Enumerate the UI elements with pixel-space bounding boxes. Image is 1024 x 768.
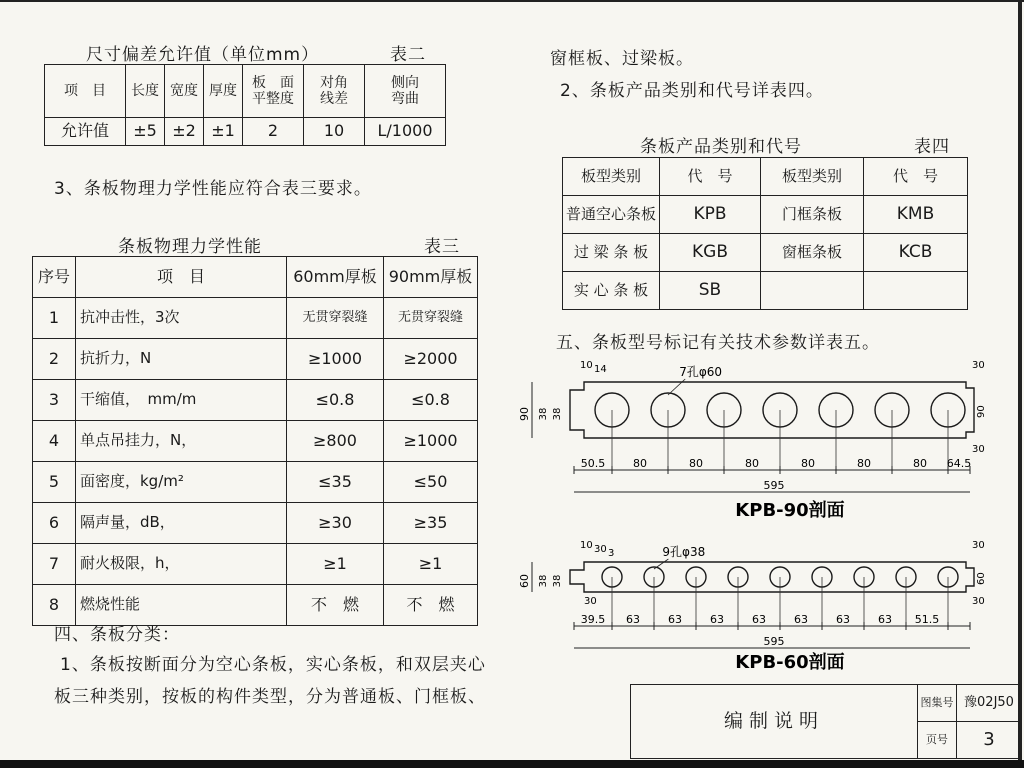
table-row xyxy=(33,544,478,585)
side-dim-label: 38 xyxy=(552,407,563,421)
table4-cell: KPB xyxy=(660,196,761,234)
table4-header: 板型类别 xyxy=(761,158,864,196)
side-dim-label: 90 xyxy=(976,405,987,418)
physical-properties-table xyxy=(32,256,478,626)
leader-line xyxy=(654,559,668,569)
side-dim-label: 60 xyxy=(976,572,987,585)
table3-cell: ≥800 xyxy=(287,421,384,462)
table4-cell xyxy=(761,272,864,310)
atlas-label: 图集号 xyxy=(918,685,957,722)
table4-cell: 实 心 条 板 xyxy=(563,272,660,310)
spacing-label: 63 xyxy=(878,613,892,626)
table2-cell: ±2 xyxy=(165,118,204,146)
table4-cell: 过 梁 条 板 xyxy=(563,234,660,272)
table2-header: 侧向 弯曲 xyxy=(365,65,446,118)
table4-header: 代 号 xyxy=(864,158,968,196)
table3-cell: 单点吊挂力，N， xyxy=(76,421,287,462)
overall-dimension: 595 xyxy=(763,635,785,648)
table3-cell: 5 xyxy=(33,462,76,503)
table3-cell: ≤35 xyxy=(287,462,384,503)
table2-title: 尺寸偏差允许值（单位mm） xyxy=(86,45,320,65)
panel-outline xyxy=(570,562,974,592)
spacing-label: 63 xyxy=(710,613,724,626)
table4-cell: 窗框条板 xyxy=(761,234,864,272)
table4-cell: KMB xyxy=(864,196,968,234)
table3-cell: 6 xyxy=(33,503,76,544)
table3-cell: 无贯穿裂缝 xyxy=(384,298,478,339)
atlas-number: 豫02J50 xyxy=(957,685,1022,722)
table3-cell: ≤50 xyxy=(384,462,478,503)
table-row xyxy=(563,196,968,234)
table2-tag: 表二 xyxy=(390,45,426,65)
table-row xyxy=(33,462,478,503)
table3-cell: 燃烧性能 xyxy=(76,585,287,626)
section4-line4: 2、条板产品类别和代号详表四。 xyxy=(560,81,824,101)
edge-dim-label: 30 xyxy=(972,444,985,455)
table-row xyxy=(33,503,478,544)
spacing-label: 80 xyxy=(633,457,647,470)
thickness-label: 90 xyxy=(518,407,531,421)
edge-dim-label: 14 xyxy=(594,364,607,375)
table3-cell: 无贯穿裂缝 xyxy=(287,298,384,339)
page-label: 页号 xyxy=(918,722,957,759)
table4-title: 条板产品类别和代号 xyxy=(640,137,802,157)
table2-header: 宽度 xyxy=(165,65,204,118)
table-row xyxy=(33,421,478,462)
spacing-label: 80 xyxy=(745,457,759,470)
table-row xyxy=(33,298,478,339)
table3-cell: ≥30 xyxy=(287,503,384,544)
kpb60-section xyxy=(518,540,987,673)
section4-line1: 1、条板按断面分为空心条板，实心条板，和双层夹心 xyxy=(60,655,486,675)
table2-cell: ±5 xyxy=(126,118,165,146)
table-row xyxy=(563,272,968,310)
table3-cell: ≥1 xyxy=(287,544,384,585)
table3-cell: 1 xyxy=(33,298,76,339)
table-row xyxy=(563,234,968,272)
spacing-label: 39.5 xyxy=(580,613,606,626)
table3-cell: 2 xyxy=(33,339,76,380)
spacing-label: 80 xyxy=(857,457,871,470)
spacing-label: 80 xyxy=(689,457,703,470)
table3-title: 条板物理力学性能 xyxy=(118,237,262,257)
side-dim-label: 38 xyxy=(538,574,549,588)
table3-cell: 不 燃 xyxy=(384,585,478,626)
table3-cell: ≤0.8 xyxy=(384,380,478,421)
page-border-right xyxy=(1018,0,1022,760)
title-block xyxy=(630,684,1022,759)
page-number: 3 xyxy=(957,722,1022,759)
table3-cell: 8 xyxy=(33,585,76,626)
table2-cell: L/1000 xyxy=(365,118,446,146)
table3-cell: ≥1000 xyxy=(287,339,384,380)
spacing-label: 80 xyxy=(913,457,927,470)
table3-cell: ≥2000 xyxy=(384,339,478,380)
table4-cell: 门框条板 xyxy=(761,196,864,234)
spacing-label: 63 xyxy=(794,613,808,626)
section-caption: KPB-60剖面 xyxy=(735,652,845,673)
spacing-label: 63 xyxy=(752,613,766,626)
table2-header: 板 面 平整度 xyxy=(243,65,304,118)
edge-dim-label: 30 xyxy=(972,360,985,371)
table2-header: 项 目 xyxy=(45,65,126,118)
section4-line3: 窗框板、过梁板。 xyxy=(550,49,694,69)
cross-section-drawings xyxy=(520,346,1016,676)
table4-tag: 表四 xyxy=(914,137,950,157)
spacing-label: 51.5 xyxy=(914,613,940,626)
table3-header: 60mm厚板 xyxy=(287,257,384,298)
table3-cell: 抗冲击性，3次 xyxy=(76,298,287,339)
edge-dim-label: 30 xyxy=(972,596,985,607)
side-dim-label: 38 xyxy=(552,574,563,588)
spacing-label: 50.5 xyxy=(580,457,606,470)
overall-dimension: 595 xyxy=(763,479,785,492)
edge-dim-label: 10 xyxy=(580,360,593,371)
table3-cell: 7 xyxy=(33,544,76,585)
table3-cell: ≥1000 xyxy=(384,421,478,462)
table3-header: 项 目 xyxy=(76,257,287,298)
table2-cell: 允许值 xyxy=(45,118,126,146)
panel-outline xyxy=(570,382,974,438)
table3-cell: 耐火极限，h， xyxy=(76,544,287,585)
table3-cell: ≥35 xyxy=(384,503,478,544)
table4-header: 代 号 xyxy=(660,158,761,196)
tolerance-table xyxy=(44,64,446,146)
edge-dim-label: 10 xyxy=(580,540,593,551)
table3-cell: 面密度，kg/m² xyxy=(76,462,287,503)
table3-cell: 抗折力，N xyxy=(76,339,287,380)
drawing-name: 编制说明 xyxy=(631,685,918,759)
table4-cell: KCB xyxy=(864,234,968,272)
table3-cell: 3 xyxy=(33,380,76,421)
table2-header: 厚度 xyxy=(204,65,243,118)
section5-text: 五、条板型号标记有关技术参数详表五。 xyxy=(556,333,880,353)
table2-cell: 10 xyxy=(304,118,365,146)
table3-header: 序号 xyxy=(33,257,76,298)
edge-dim-label: 30 xyxy=(972,540,985,551)
side-dim-label: 38 xyxy=(538,407,549,421)
page-border-top xyxy=(0,0,1024,2)
table3-cell: 4 xyxy=(33,421,76,462)
table3-cell: ≤0.8 xyxy=(287,380,384,421)
edge-dim-label: 3 xyxy=(608,548,615,559)
table4-header: 板型类别 xyxy=(563,158,660,196)
table3-tag: 表三 xyxy=(424,237,460,257)
page-border-bottom xyxy=(0,760,1024,768)
table2-header: 对角 线差 xyxy=(304,65,365,118)
spacing-label: 64.5 xyxy=(946,457,972,470)
paragraph-3: 3、条板物理力学性能应符合表三要求。 xyxy=(54,179,372,199)
spacing-label: 80 xyxy=(801,457,815,470)
spacing-label: 63 xyxy=(836,613,850,626)
thickness-label: 60 xyxy=(518,574,531,588)
table2-cell: ±1 xyxy=(204,118,243,146)
section-caption: KPB-90剖面 xyxy=(735,500,845,521)
edge-dim-label: 30 xyxy=(594,544,607,555)
table2-cell: 2 xyxy=(243,118,304,146)
table-row xyxy=(33,380,478,421)
product-code-table xyxy=(562,157,968,310)
table3-cell: ≥1 xyxy=(384,544,478,585)
section4-heading: 四、条板分类： xyxy=(54,625,180,645)
table3-header: 90mm厚板 xyxy=(384,257,478,298)
table4-cell: SB xyxy=(660,272,761,310)
table3-cell: 不 燃 xyxy=(287,585,384,626)
kpb90-section xyxy=(518,360,987,521)
table2-header: 长度 xyxy=(126,65,165,118)
spacing-label: 63 xyxy=(668,613,682,626)
table3-cell: 隔声量，dB， xyxy=(76,503,287,544)
edge-dim-label: 30 xyxy=(584,596,597,607)
table3-cell: 干缩值， mm/m xyxy=(76,380,287,421)
table-row xyxy=(33,339,478,380)
table4-cell: 普通空心条板 xyxy=(563,196,660,234)
table4-cell: KGB xyxy=(660,234,761,272)
table4-cell xyxy=(864,272,968,310)
holes-label: 9孔φ38 xyxy=(662,545,706,559)
section4-line2: 板三种类别，按板的构件类型，分为普通板、门框板、 xyxy=(54,687,486,707)
spacing-label: 63 xyxy=(626,613,640,626)
holes-label: 7孔φ60 xyxy=(679,365,723,379)
